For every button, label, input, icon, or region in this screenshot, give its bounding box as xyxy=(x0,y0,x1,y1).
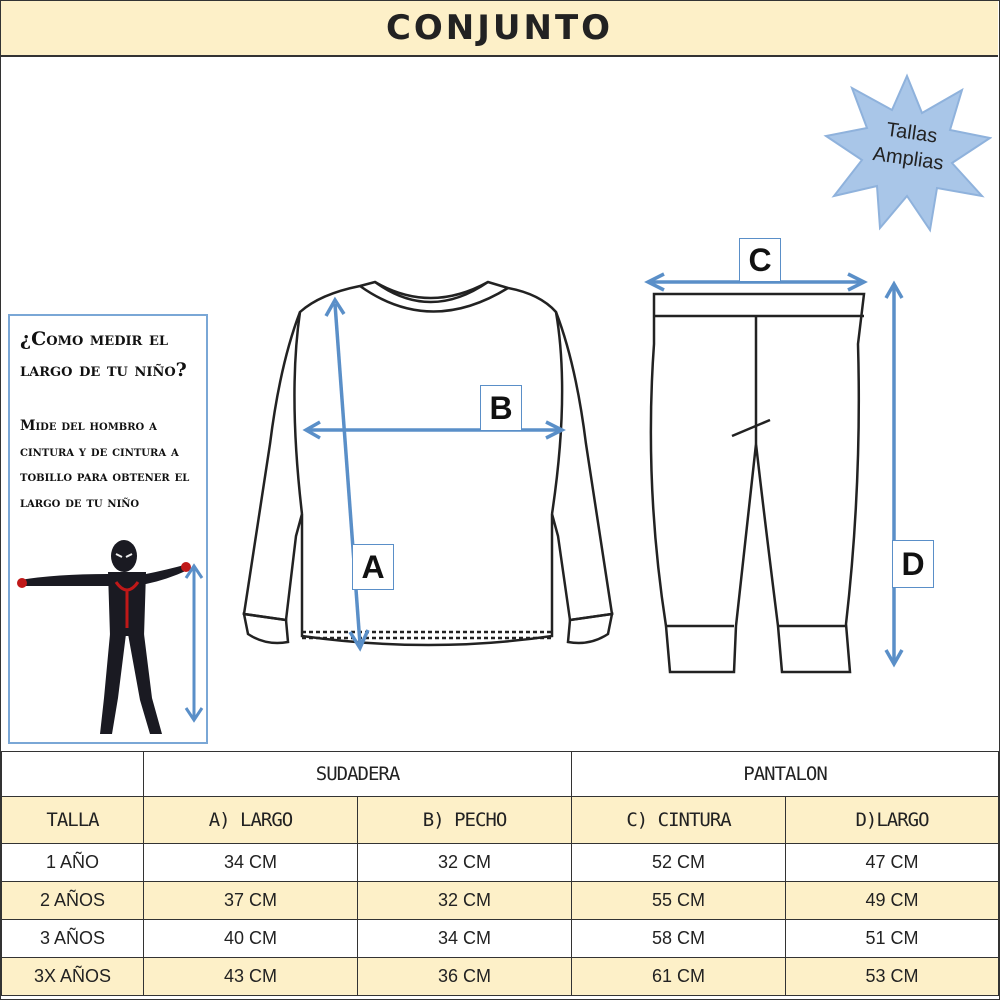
group-pantalon: PANTALON xyxy=(572,752,999,797)
table-row xyxy=(2,882,999,920)
column-header: C) CINTURA xyxy=(572,797,786,844)
table-cell: 52 CM xyxy=(572,844,786,882)
table-corner xyxy=(2,752,144,797)
table-cell: 3X AÑOS xyxy=(2,958,144,996)
table-cell: 49 CM xyxy=(786,882,999,920)
table-cell: 51 CM xyxy=(786,920,999,958)
label-d: D xyxy=(892,540,934,588)
table-cell: 55 CM xyxy=(572,882,786,920)
label-b: B xyxy=(480,385,522,431)
table-cell: 47 CM xyxy=(786,844,999,882)
column-header: D)LARGO xyxy=(786,797,999,844)
badge-line-1: Tallas xyxy=(884,118,939,148)
column-header: B) PECHO xyxy=(358,797,572,844)
table-row xyxy=(2,958,999,996)
table-cell: 2 AÑOS xyxy=(2,882,144,920)
child-costume-illustration xyxy=(16,538,206,738)
size-table xyxy=(1,751,999,996)
measure-description: Mide del hombro a cintura y de cintura a tobillo para obtener el largo de tu niño xyxy=(20,418,190,511)
label-c: C xyxy=(739,238,781,282)
badge-line-2: Amplias xyxy=(871,143,945,175)
table-cell: 43 CM xyxy=(144,958,358,996)
table-group-row xyxy=(2,752,999,797)
table-cell: 32 CM xyxy=(358,844,572,882)
table-cell: 61 CM xyxy=(572,958,786,996)
table-cell: 53 CM xyxy=(786,958,999,996)
measure-info-box xyxy=(8,314,208,744)
sweatshirt-illustration xyxy=(240,274,625,666)
table-cell: 32 CM xyxy=(358,882,572,920)
table-cell: 34 CM xyxy=(358,920,572,958)
column-header: TALLA xyxy=(2,797,144,844)
label-a: A xyxy=(352,544,394,590)
table-cell: 37 CM xyxy=(144,882,358,920)
measure-question: ¿Como medir el largo de tu niño? xyxy=(20,328,187,381)
table-cell: 36 CM xyxy=(358,958,572,996)
title-bar xyxy=(1,1,998,57)
pants-illustration xyxy=(636,264,926,676)
column-header: A) LARGO xyxy=(144,797,358,844)
table-cell: 34 CM xyxy=(144,844,358,882)
table-cell: 1 AÑO xyxy=(2,844,144,882)
table-cell: 40 CM xyxy=(144,920,358,958)
table-header-row xyxy=(2,797,999,844)
table-row xyxy=(2,920,999,958)
table-row xyxy=(2,844,999,882)
page-title: CONJUNTO xyxy=(385,8,614,48)
group-sudadera: SUDADERA xyxy=(144,752,572,797)
table-cell: 3 AÑOS xyxy=(2,920,144,958)
table-cell: 58 CM xyxy=(572,920,786,958)
